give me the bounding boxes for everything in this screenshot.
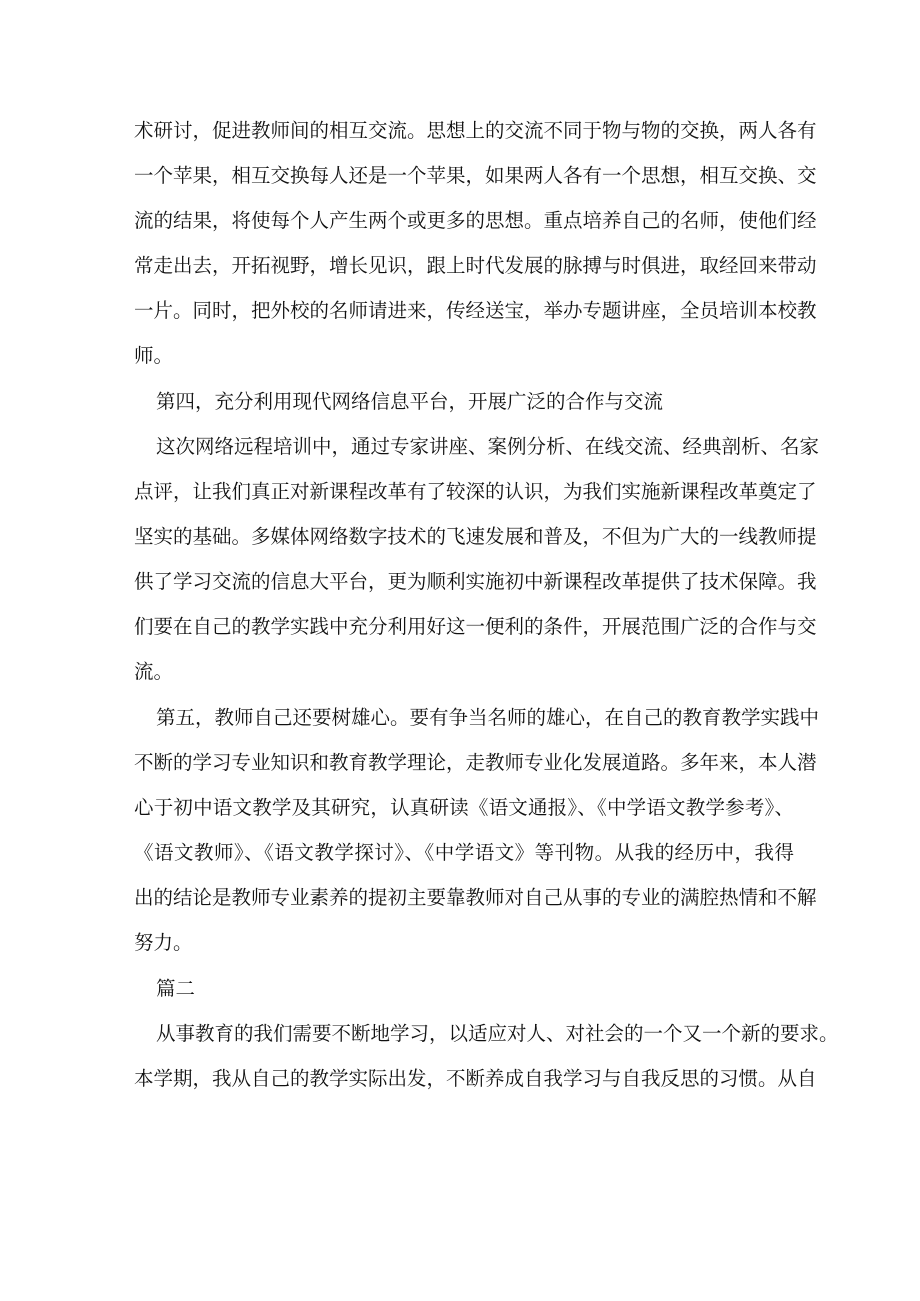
- paragraph-1-line-6: 师。: [134, 344, 174, 367]
- paragraph-4-line-2: 不断的学习专业知识和教育教学理论，走教师专业化发展道路。多年来，本人潜: [134, 751, 817, 774]
- paragraph-3-line-1: 这次网络远程培训中，通过专家讲座、案例分析、在线交流、经典剖析、名家: [156, 435, 820, 458]
- paragraph-4-line-4: 《语文教师》、《语文教学探讨》、《中学语文》等刊物。从我的经历中，我得: [134, 841, 794, 864]
- paragraph-1-line-3: 流的结果，将使每个人产生两个或更多的思想。重点培养自己的名师，使他们经: [134, 209, 817, 232]
- paragraph-3-line-5: 们要在自己的教学实践中充分利用好这一便利的条件，开展范围广泛的合作与交: [134, 615, 817, 638]
- paragraph-3-line-2: 点评，让我们真正对新课程改革有了较深的认识，为我们实施新课程改革奠定了: [134, 480, 817, 503]
- paragraph-3-line-6: 流。: [134, 660, 174, 683]
- section-heading-part-two: 篇二: [156, 977, 196, 1000]
- paragraph-6-line-2: 本学期，我从自己的教学实际出发，不断养成自我学习与自我反思的习惯。从自: [134, 1067, 817, 1090]
- paragraph-4-line-5: 出的结论是教师专业素养的提初主要靠教师对自己从事的专业的满腔热情和不解: [134, 886, 817, 909]
- section-heading-fourth: 第四，充分利用现代网络信息平台，开展广泛的合作与交流: [156, 390, 664, 413]
- paragraph-4-line-1: 第五，教师自己还要树雄心。要有争当名师的雄心，在自己的教育教学实践中: [156, 706, 820, 729]
- paragraph-1-line-5: 一片。同时，把外校的名师请进来，传经送宝，举办专题讲座，全员培训本校教: [134, 299, 817, 322]
- paragraph-3-line-4: 供了学习交流的信息大平台，更为顺利实施初中新课程改革提供了技术保障。我: [134, 570, 817, 593]
- paragraph-4-line-3: 心于初中语文教学及其研究，认真研读《语文通报》、《中学语文教学参考》、: [134, 796, 794, 819]
- paragraph-3-line-3: 坚实的基础。多媒体网络数字技术的飞速发展和普及，不但为广大的一线教师提: [134, 525, 817, 548]
- paragraph-1-line-4: 常走出去，开拓视野，增长见识，跟上时代发展的脉搏与时俱进，取经回来带动: [134, 254, 817, 277]
- paragraph-1-line-2: 一个苹果，相互交换每人还是一个苹果，如果两人各有一个思想，相互交换、交: [134, 164, 817, 187]
- paragraph-4-line-6: 努力。: [134, 931, 193, 954]
- paragraph-6-line-1: 从事教育的我们需要不断地学习，以适应对人、对社会的一个又一个新的要求。: [156, 1022, 839, 1045]
- paragraph-1-line-1: 术研讨，促进教师间的相互交流。思想上的交流不同于物与物的交换，两人各有: [134, 119, 817, 142]
